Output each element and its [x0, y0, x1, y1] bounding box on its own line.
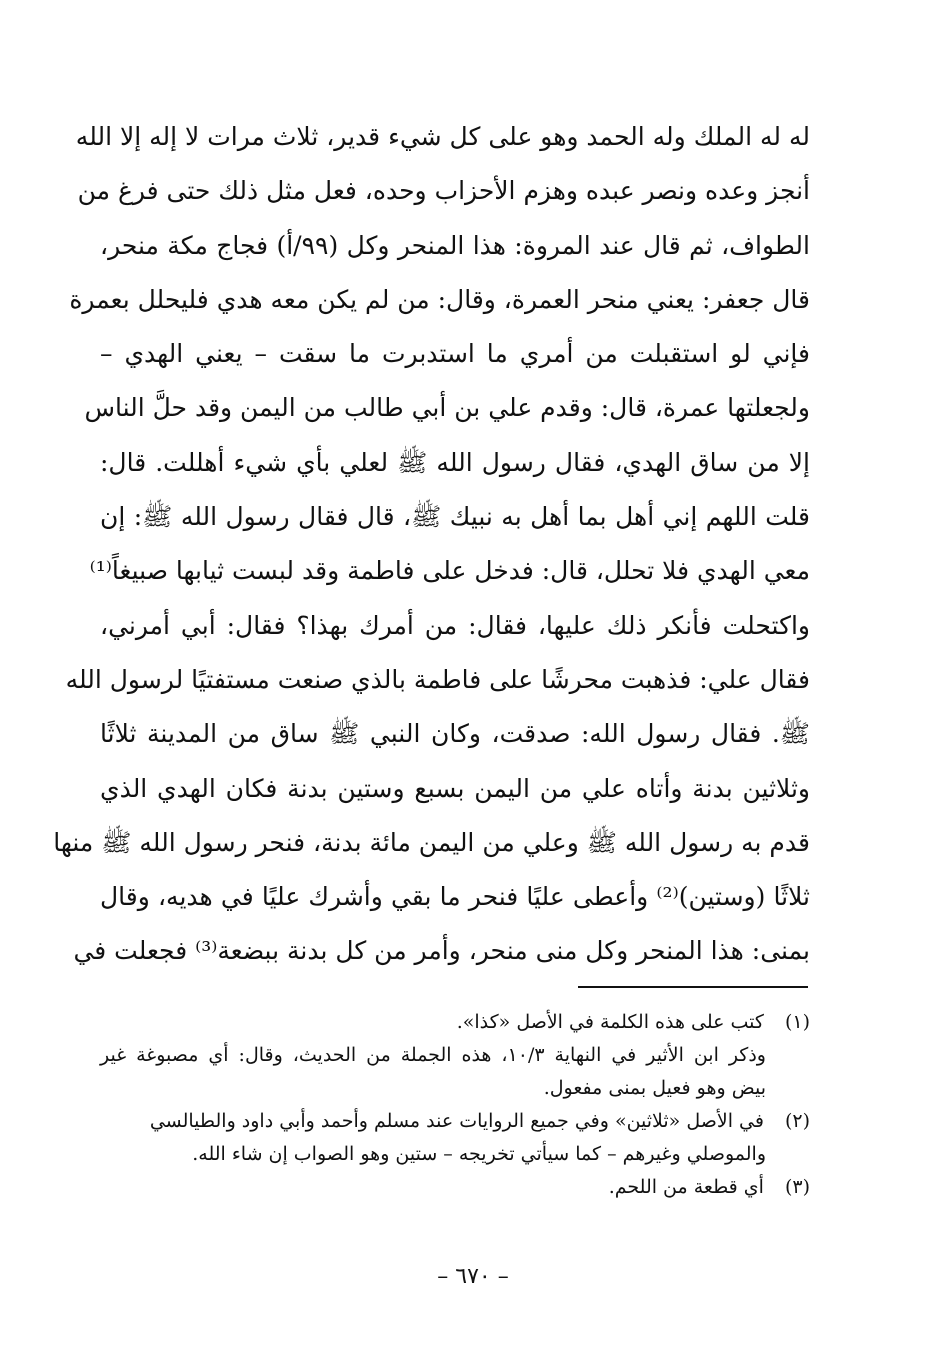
text-line: فإني لو استقبلت من أمري ما استدبرت ما سقت – يعني الهدي – — [100, 339, 810, 369]
text-line: قدم به رسول الله ﷺ وعلي من اليمن مائة بدنة، فنحر رسول الله ﷺ منها — [53, 827, 810, 857]
text-line: ﷺ. فقال رسول الله: صدقت، وكان النبي ﷺ ساق من المدينة ثلاثًا — [100, 719, 810, 749]
footnote-text: وذكر ابن الأثير في النهاية ١٠/٣، هذه الجملة من الحديث، وقال: أي مصبوغة غير — [100, 1044, 766, 1066]
footnote-2 — [100, 1105, 810, 1171]
footnotes — [100, 1006, 810, 1204]
text-line: معي الهدي فلا تحلل، قال: فدخل على فاطمة وقد لبست ثيابها صبيغاً⁽¹⁾ — [89, 556, 810, 586]
footnote-text: بيض وهو فعيل بمنى مفعول. — [543, 1077, 766, 1099]
text-line: وثلاثين بدنة وأتاه علي من اليمن بسبع وستين بدنة فكان الهدي الذي — [100, 773, 810, 803]
text-line: ولجعلتها عمرة، قال: وقدم علي بن أبي طالب من اليمن وقد حلَّ الناس — [84, 393, 810, 423]
main-text-body — [53, 110, 810, 979]
text-line: أنجز وعده ونصر عبده وهزم الأحزاب وحده، فعل مثل ذلك حتى فرغ من — [77, 176, 810, 206]
text-line: فقال علي: فذهبت محرشًا على فاطمة بالذي صنعت مستفتيًا لرسول الله — [65, 664, 810, 694]
text-line: الطواف، ثم قال عند المروة: هذا المنحر وكل (٩٩/أ) فجاج مكة منحر، — [100, 230, 810, 260]
text-line: واكتحلت فأنكر ذلك عليها، فقال: من أمرك بهذا؟ فقال: أبي أمرني، — [100, 610, 810, 640]
text-line: قال جعفر: يعني منحر العمرة، وقال: من لم يكن معه هدي فليحلل بعمرة — [69, 284, 810, 314]
text-line: بمنى: هذا المنحر وكل منى منحر، وأمر من كل بدنة ببضعة⁽³⁾ فجعلت في — [73, 936, 810, 966]
footnote-3 — [100, 1171, 810, 1204]
footnote-text: أي قطعة من اللحم. — [608, 1176, 764, 1198]
footnote-text: في الأصل «ثلاثين» وفي جميع الروايات عند مسلم وأحمد وأبي داود والطيالسي — [149, 1110, 764, 1132]
text-line: له له الملك وله الحمد وهو على كل شيء قدير، ثلاث مرات لا إله إلا الله — [75, 122, 810, 151]
footnote-text: والموصلي وغيرهم – كما سيأتي تخريجه – ستين وهو الصواب إن شاء الله. — [192, 1143, 766, 1165]
text-line: قلت اللهم إني أهل بما أهل به نبيك ﷺ، قال فقال رسول الله ﷺ: إن — [100, 502, 810, 532]
text-line: ثلاثًا (وستين)⁽²⁾ وأعطى عليًا فنحر ما بقي وأشرك عليًا في هديه، وقال — [100, 882, 810, 912]
footnote-1 — [100, 1006, 810, 1105]
footnote-number: (١) — [784, 1011, 810, 1033]
footnote-number: (٣) — [784, 1176, 810, 1198]
text-line: إلا من ساق الهدي، فقال رسول الله ﷺ لعلي بأي شيء أهللت. قال: — [100, 447, 810, 477]
footnote-separator — [578, 986, 808, 988]
footnote-text: كتب على هذه الكلمة في الأصل «كذا». — [456, 1011, 764, 1033]
page-number: – ٦٧٠ – — [437, 1264, 509, 1289]
footnote-number: (٢) — [784, 1110, 810, 1132]
